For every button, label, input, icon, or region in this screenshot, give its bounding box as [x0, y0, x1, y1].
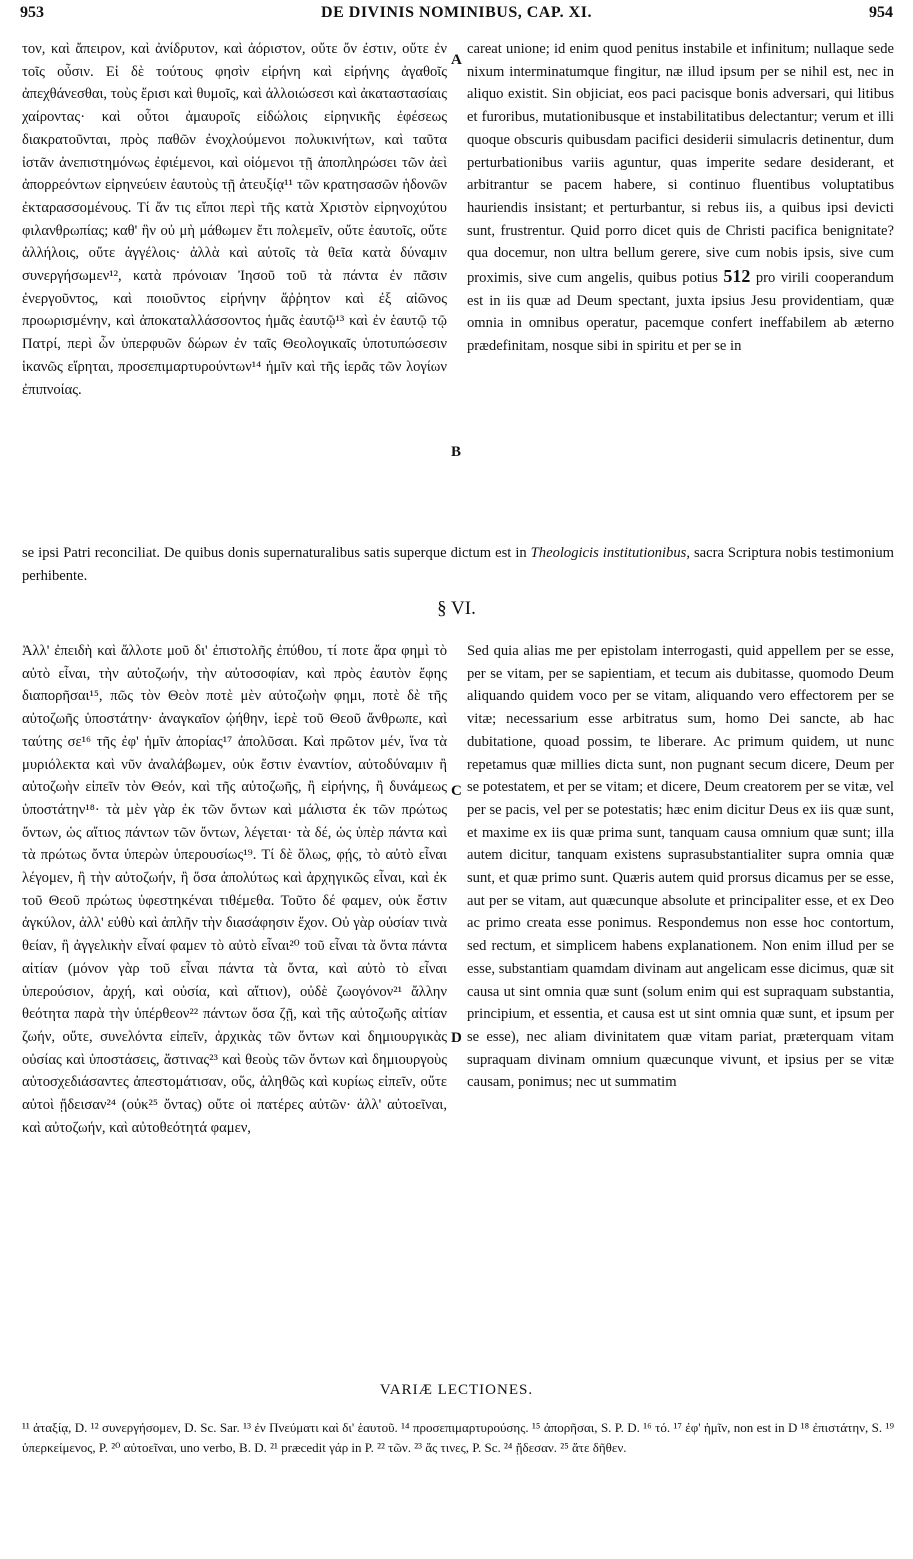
footnote-text: ¹¹ ἀταξίᾳ, D. ¹² συνεργήσομεν, D. Sc. Sar. ¹³ ἐν Πνεύματι καὶ δι' ἑαυτοῦ. ¹⁴ προσεπιμαρτυρούσης. ¹⁵ ἀπορῆσαι, S. P. D. ¹⁶ τό. ¹⁷ ἐφ' ἡμῖν, non est in D ¹⁸ ἐπιστάτην, S. ¹⁹ ὑπερκείμενος, P. ²⁰ αὐτοεῖναι, uno verbo, B. D. ²¹ præcedit γάρ in P. ²² τῶν. ²³ ἅς τινες, P. Sc. ²⁴ ᾔδεσαν. ²⁵ ἅτε δῆθεν.	[22, 1420, 894, 1455]
margin-marker-a: A	[451, 52, 462, 68]
variae-lectiones-heading: VARIÆ LECTIONES.	[379, 1382, 534, 1398]
latin-column-2	[467, 640, 894, 1285]
greek-text-2: Ἀλλ' ἐπειδὴ καὶ ἄλλοτε μοῦ δι' ἐπιστολῆς ἐπύθου, τί ποτε ἄρα φημὶ τὸ αὐτὸ εἶναι, τὴν αὐτοζωήν, τὴν αὐτοσοφίαν, καὶ πρὸς ἑαυτὸν ἔφης διαπορῆσαι¹⁵, πῶς τὸν Θεὸν ποτὲ μὲν αὐτοζωὴν φημι, ποτὲ δὲ τῆς αὐτοζωῆς ὑποστάτην· ἀναγκαῖον ᾠήθην, ἱερὲ τοῦ Θεοῦ ἄνθρωπε, καὶ ταύτης σε¹⁶ τῆς ἐφ' ἡμῖν ἀπορίας¹⁷ ἀπολῦσαι. Καὶ πρῶτον μέν, ἵνα τὰ μυριόλεκτα καὶ νῦν ἀναλάβωμεν, οὐκ ἔστιν ἐναντίον, αὐτοδύναμιν ἢ αὐτοζωὴν εἰπεῖν τὸν Θεόν, καὶ τῆς αὐτοζωῆς, ἢ εἰρήνης, ἢ δυνάμεως ὑποστάτην¹⁸· τὰ μὲν γὰρ ἐκ τῶν ὄντων καὶ μάλιστα ἐκ τῶν πρώτως ὄντων, ὡς αἴτιος πάντων τῶν ὄντων, λέγεται· τὰ δέ, ὡς ὑπὲρ πάντα καὶ τὰ πρώτως ὄντα ὑπερὼν ὑπερουσίως¹⁹. Τί δὲ ὅλως, φῄς, τὸ αὐτὸ εἶναι λέγομεν, ἢ τὴν αὐτοζωήν, ἢ ὅσα ἀπολύτως καὶ ἀρχηγικῶς εἶναι, καὶ ἐκ τοῦ Θεοῦ πρώτως ὑφεστηκέναι τιθέμεθα. Τοῦτο δέ φαμεν, οὐκ ἔστιν ἀγκύλον, ἀλλ' εὐθὺ καὶ ἁπλῆν τὴν διασάφησιν ἔχον. Οὐ γὰρ οὐσίαν τινὰ θείαν, ἢ ἀγγελικὴν εἶναί φαμεν τὸ αὐτὸ εἶναι²⁰ τοῦ εἶναι τὰ ὄντα πάντα αἰτίαν (μόνον γὰρ τοῦ εἶναι πάντα τὰ ὄντα, καὶ αὐτὸ τὸ εἶναι ὑπερούσιον, ἀρχή, καὶ οὐσία, καὶ αἴτιον), οὐδὲ ζωογόνον²¹ ἄλλην θεότητα παρὰ τὴν ὑπέρθεον²² πάντων ὅσα ζῇ, καὶ τῆς αὐτοζωῆς αἰτίαν ζωήν, οὔτε, συνελόντα εἰπεῖν, ἀρχικὰς τῶν ὄντων καὶ δημιουργικὰς οὐσίας καὶ ὑποστάσεις, ἅστινας²³ καὶ θεοὺς τῶν ὄντων καὶ δημιουργοὺς αὐτοσχεδιάσαντες ἀπεστομάτισαν, οὕς, ἀληθῶς καὶ κυρίως εἰπεῖν, οὔτε αὐτοὶ ᾔδεισαν²⁴ (οὐκ²⁵ ὄντας) οὔτε οἱ πατέρες αὐτῶν· ἀλλ' αὐτοεῖναι, καὶ αὐτοζωήν, καὶ αὐτοθεότητά φαμεν,	[22, 643, 447, 1136]
page-number-right: 954	[869, 4, 893, 21]
greek-column-1	[22, 38, 447, 550]
running-title: DE DIVINIS NOMINIBUS, CAP. XI.	[321, 4, 592, 21]
full-width-line: se ipsi Patri reconciliat. De quibus donis supernaturalibus satis superque dictum est in Theologicis institutionibus, sacra Scriptura nobis testimonium perhibente.	[22, 545, 894, 584]
latin-text-1: careat unione; id enim quod penitus instabile et infinitum; nullaque sede nixum interminatumque fingitur, næ illud ipsum per se nihil est, nec in aliquo existit. Sin objiciat, eos paci pacisque bonis adversari, qui litibus et furoribus, mutationibusque et instabilitatibus delectantur; verum et illi quoque obscuris quibusdam pacifici desiderii simulacris detinentur, dum perturbationibus variis aguntur, quas imperite sedare desiderant, et arbitrantur se pacem habere, si continuo fluentibus voluptatibus hauriendis insistant; et perturbantur, si rebus iis, a quibus ipsi devicti sunt, frustrentur. Quid porro dicet quis de Christi pacifica benignitate? qua docemur, non ultra bellum gerere, sive cum nobis ipsis, sive cum proximis, sive cum angelis, quibus potius 512 pro virili cooperandum est in iis quæ ad Deum spectant, juxta ipsius Jesu providentiam, quæ omnia in omnibus operatur, pacemque confert ineffabilem ab æterno prædefinitam, nosque sibi in spiritu et per se in	[467, 41, 894, 355]
margin-marker-c: C	[451, 783, 462, 799]
margin-marker-d: D	[451, 1030, 462, 1046]
section-heading: § VI.	[437, 598, 476, 619]
running-header	[20, 4, 893, 30]
greek-column-2	[22, 640, 447, 1285]
footnotes	[22, 1418, 894, 1458]
margin-marker-b: B	[451, 444, 462, 460]
latin-column-1	[467, 38, 894, 550]
page-number-left: 953	[20, 4, 44, 21]
greek-text-1: τον, καὶ ἄπειρον, καὶ ἀνίδρυτον, καὶ ἀόριστον, οὔτε ὄν ἐστιν, οὔτε ἐν τοῖς οὖσιν. Εἰ δὲ τούτους φησὶν εἰρήνη καὶ εἰρήνης ἀγαθοῖς ἀπεχθάνεσθαι, τοὺς ἔρισι καὶ θυμοῖς, καὶ ἀλλοιώσεσι καὶ ἀκαταστασίαις χαίροντας· καὶ οὗτοι ἀμαυροῖς εἰδώλοις εἰρηνικῆς ἐφέσεως διακρατοῦνται, πρὸς παθῶν ἐνοχλούμενοι πολυκινήτων, καὶ ταῦτα ἰστᾶν ἀνεπιστημόνως ἐφιέμενοι, καὶ οἰόμενοι τῇ ἀποπληρώσει τῶν ἀεὶ ἀπορρεόντων εἰρηνεύειν ἑαυτοὺς τῇ ἀτευξίᾳ¹¹ τῶν κρατησασῶν ἡδονῶν ἐκταρασσομένους. Τί ἄν τις εἴποι περὶ τῆς κατὰ Χριστὸν εἰρηνοχύτου φιλανθρωπίας; καθ' ἣν οὐ μὴ μάθωμεν ἔτι πολεμεῖν, οὔτε ἑαυτοῖς, οὔτε ἀλλήλοις, οὔτε ἀγγέλοις· ἀλλὰ καὶ αὐτοῖς τὰ θεῖα κατὰ δύναμιν συνεργήσωμεν¹², κατὰ πρόνοιαν Ἰησοῦ τοῦ τὰ πάντα ἐν πᾶσιν ἐνεργοῦντος, καὶ ποιοῦντος εἰρήνην ἄῤῥητον καὶ ἐξ αἰῶνος προωρισμένην, καὶ ἀποκαταλλάσσοντος ἡμᾶς ἑαυτῷ¹³ καὶ ἐν ἑαυτῷ τῷ Πατρί, περὶ ὧν ὑπερφυῶν δώρων ἐν ταῖς Θεολογικαῖς ὑποτυπώσεσιν ἱκανῶς εἴρηται, προσεπιμαρτυρούντων¹⁴ ἡμῖν καὶ τῆς ἱερᾶς τῶν λογίων ἐπιπνοίας.	[22, 41, 447, 398]
latin-text-2: Sed quia alias me per epistolam interrogasti, quid appellem per se esse, per se vitam, per se sapientiam, et tecum ais dubitasse, quomodo Deum aliquando quidem voco per se vitam, aliquando vero effectorem per se vitæ; necessarium esse arbitratus sum, homo Dei sancte, ab hac dubitatione, quoad possim, te liberare. Ac primum quidem, ut nunc repetamus quæ millies dicta sunt, non pugnant secum dicere, Deum per se potestatem, et per se vitam; et dicere, Deum creatorem per se vitæ, vel per se pacis, vel per se potestatis; hæc enim dicitur Deus ex iis quæ sunt, et maxime ex iis quæ prima sunt, tanquam causa omnium quæ sunt; illa autem dicitur, tanquam existens suprasubstantialiter supra omnia quæ sunt, et quæ primo sunt. Quæris autem quid prorsus dicamus per se esse, aut per se vitam, aut quæcunque absolute et principaliter esse, et ex Deo ac primo creata esse ponimus. Respondemus non esse hoc contortum, sed rectum, et simplicem habens explanationem. Non enim illud per se esse, substantiam quamdam divinam aut angelicam esse dicimus, quæ sit causa ut sint omnia quæ sunt (solum enim qui est supraquam substantia, principium, et essentia, et causa est ut sint omnia quæ sunt, et ipsum per se esse), nec aliam divinitatem quæ vitam pariat, præterquam vitam supraquam divinam omnium quæcunque vivunt, et ipsius per se vitæ causam, ponimus; nec ut summatim	[467, 643, 894, 1091]
column-number: 512	[723, 266, 751, 287]
